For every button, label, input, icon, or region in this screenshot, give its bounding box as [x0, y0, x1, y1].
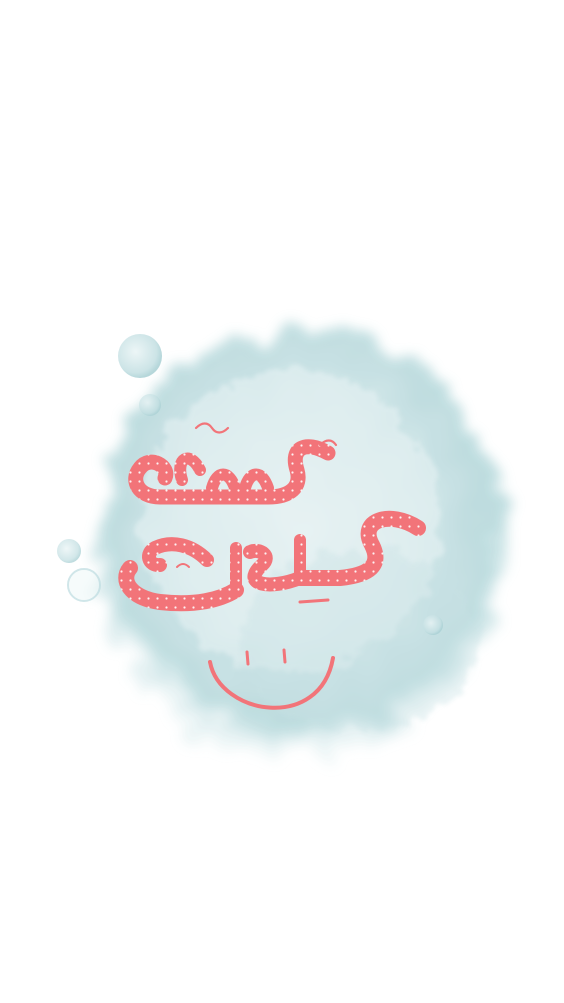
smiley-right-eye: [284, 650, 285, 662]
lettering-line2: [281, 589, 284, 591]
smiley-left-eye: [247, 652, 248, 664]
